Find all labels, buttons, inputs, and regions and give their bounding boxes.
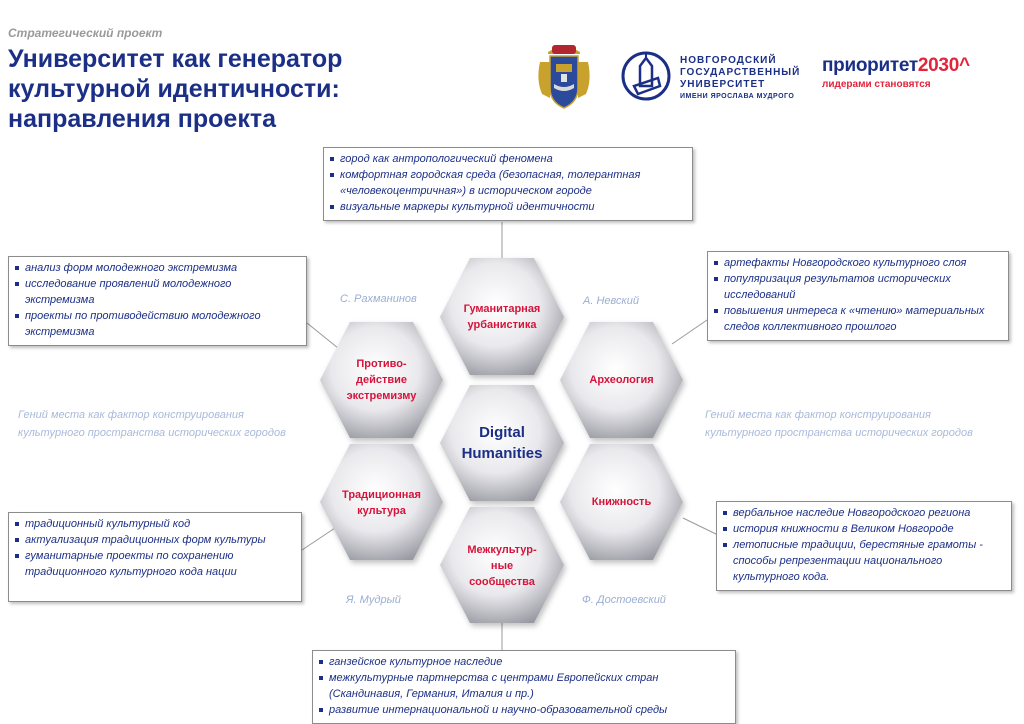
hex-label-bottom: Межкультур- ные сообщества	[467, 544, 537, 588]
person-lower-left: Я. Мудрый	[346, 594, 401, 606]
box-lower-left	[8, 512, 302, 602]
list-item: межкультурные партнерства с центрами Европейских стран (Скандинавия, Германия, Италия и пр.)	[319, 670, 729, 702]
page-subtitle: Стратегический проект	[8, 26, 163, 40]
list-item: вербальное наследие Новгородского региона	[723, 505, 1005, 521]
list-item: повышения интереса к «чтению» материальных следов коллективного прошлого	[714, 303, 1002, 335]
list-item: актуализация традиционных форм культуры	[15, 532, 295, 548]
list-item: история книжности в Великом Новгороде	[723, 521, 1005, 537]
page-title: Университет как генератор культурной идентичности: направления проекта	[8, 45, 343, 133]
list-item: комфортная городская среда (безопасная, толерантная «человекоцентричная») в историческом городе	[330, 167, 686, 199]
list-item: визуальные маркеры культурной идентичности	[330, 199, 686, 215]
box-top	[323, 147, 693, 221]
genius-loci-left: Гений места как фактор конструирования культурного пространства исторических городов	[18, 409, 286, 439]
person-upper-right: А. Невский	[583, 295, 639, 307]
list-item: артефакты Новгородского культурного слоя	[714, 255, 1002, 271]
list-item: ганзейское культурное наследие	[319, 654, 729, 670]
hex-label-lower-left: Традиционная культура	[342, 489, 421, 517]
person-upper-left: С. Рахманинов	[340, 293, 417, 305]
hex-label-upper-right: Археология	[589, 374, 654, 386]
box-upper-left	[8, 256, 307, 346]
genius-loci-right: Гений места как фактор конструирования культурного пространства исторических городов	[705, 409, 973, 439]
list-item: исследование проявлений молодежного экстремизма	[15, 276, 300, 308]
list-item: развитие интернациональной и научно-образовательной среды	[319, 702, 729, 718]
connector-lower-right	[683, 518, 718, 535]
list-item: гуманитарные проекты по сохранению традиционного культурного кода нации	[15, 548, 295, 580]
connector-upper-right	[672, 318, 710, 344]
list-item: анализ форм молодежного экстремизма	[15, 260, 300, 276]
connector-lower-left	[302, 528, 335, 550]
list-item: популяризация результатов исторических исследований	[714, 271, 1002, 303]
priority-2030-logo: приоритет2030^ лидерами становятся	[822, 55, 970, 90]
list-item: город как антропологический феномена	[330, 151, 686, 167]
hex-label-lower-right: Книжность	[591, 496, 652, 508]
hex-label-upper-left: Противо- действие экстремизму	[346, 358, 417, 402]
university-name: НОВГОРОДСКИЙ ГОСУДАРСТВЕННЫЙ УНИВЕРСИТЕТ ИМЕНИ ЯРОСЛАВА МУДРОГО	[680, 55, 801, 100]
box-bottom	[312, 650, 736, 724]
box-lower-right	[716, 501, 1012, 591]
hex-label-center: Digital Humanities	[461, 424, 543, 462]
list-item: летописные традиции, берестяные грамоты - способы репрезентации национального культурного кода.	[723, 537, 1005, 585]
box-upper-right	[707, 251, 1009, 341]
list-item: традиционный культурный код	[15, 516, 295, 532]
person-lower-right: Ф. Достоевский	[582, 594, 666, 606]
list-item: проекты по противодействию молодежного экстремизма	[15, 308, 300, 340]
connector-upper-left	[307, 323, 338, 348]
hex-label-top: Гуманитарная урбанистика	[463, 303, 541, 331]
